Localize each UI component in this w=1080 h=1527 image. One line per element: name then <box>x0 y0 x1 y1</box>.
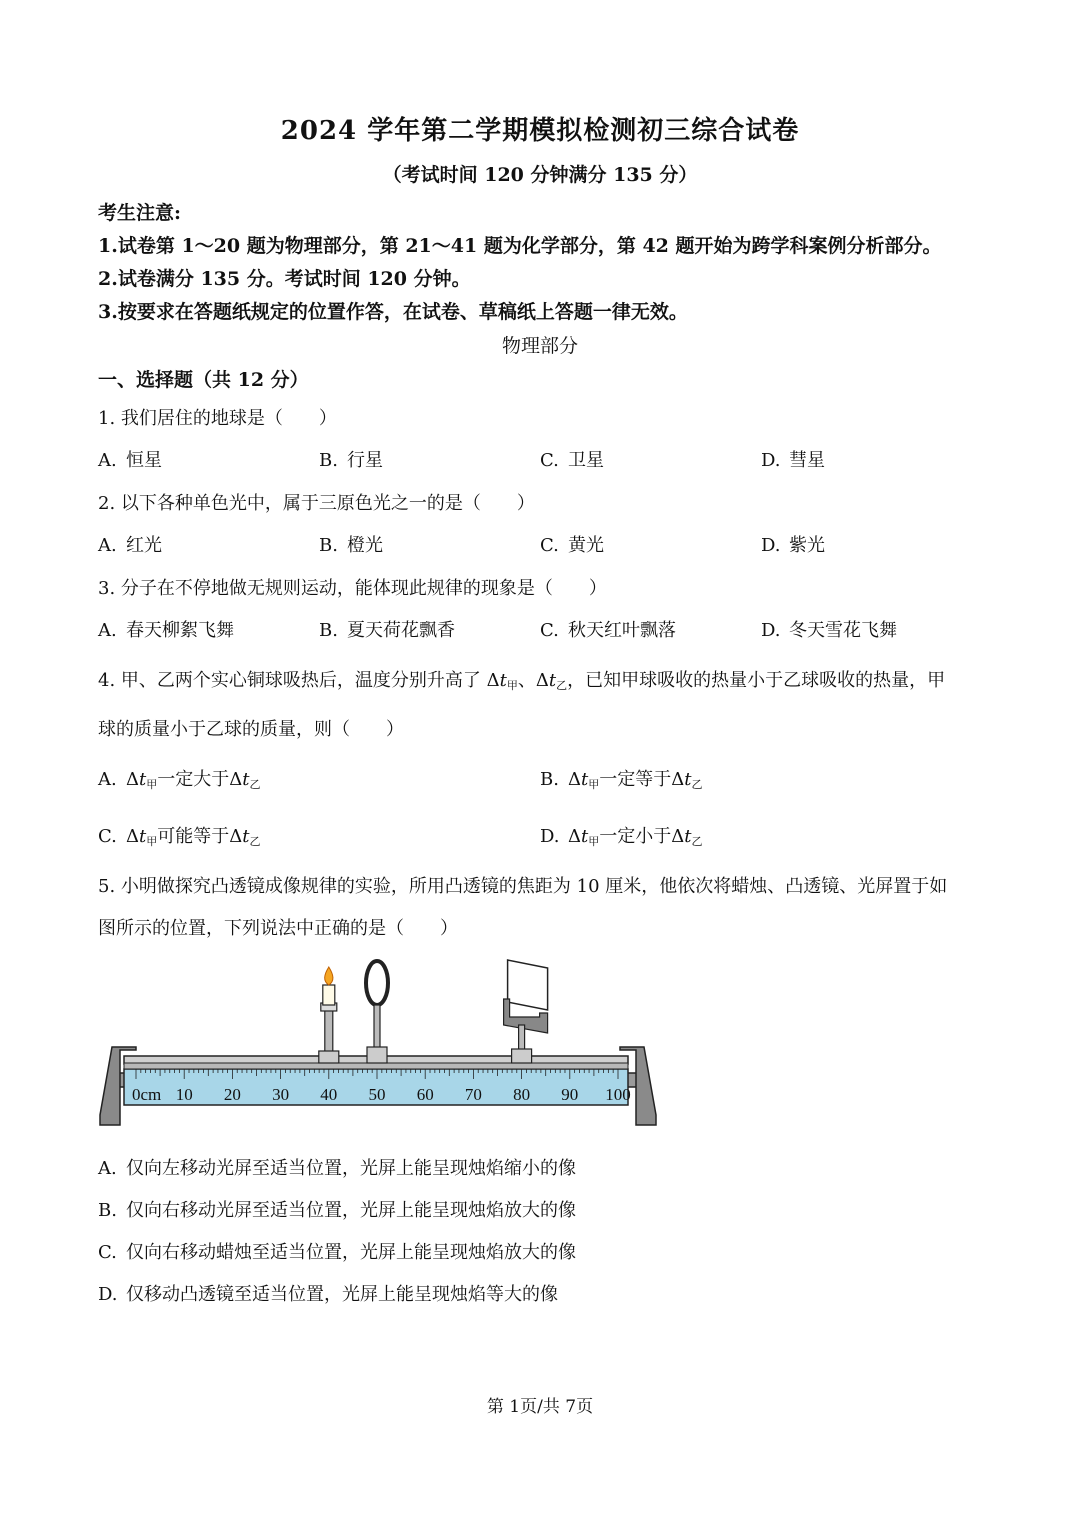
optical-bench-figure <box>98 955 658 1135</box>
candle-body <box>323 985 335 1005</box>
q4-option-b <box>540 765 702 792</box>
delta-symbol: Δ <box>535 670 549 691</box>
ruler-tick-label: 10 <box>175 1085 193 1104</box>
notice-heading: 考生注意: <box>98 202 182 224</box>
ruler-tick-label: 100 <box>605 1085 631 1104</box>
lens-holder <box>366 961 388 1063</box>
notice-item-3: 3.按要求在答题纸规定的位置作答，在试卷、草稿纸上答题一律无效。 <box>98 301 688 323</box>
delta-symbol: Δ <box>671 769 685 790</box>
candle-post <box>325 1005 333 1057</box>
q4-option-a <box>98 765 260 792</box>
subscript-yi: 乙 <box>249 778 261 791</box>
convex-lens <box>366 961 388 1005</box>
option-label: B. <box>319 620 338 641</box>
option-label: A. <box>98 450 117 471</box>
subscript-jia: 甲 <box>506 679 518 692</box>
ruler-tick-label: 20 <box>223 1085 241 1104</box>
q2-option-c <box>540 531 604 557</box>
option-label: C. <box>540 535 559 556</box>
option-label: A. <box>98 769 117 790</box>
option-text: 可能等于 <box>157 826 230 847</box>
option-label: D. <box>761 450 781 471</box>
delta-symbol: Δ <box>568 769 581 790</box>
option-text: 恒星 <box>126 450 162 471</box>
option-label: D. <box>761 535 781 556</box>
notice-item-2: 2.试卷满分 135 分。考试时间 120 分钟。 <box>98 268 471 290</box>
exam-subtitle: （考试时间 120 分钟满分 135 分） <box>382 164 698 186</box>
q3-option-b <box>319 616 455 642</box>
screen-post <box>519 1025 525 1051</box>
t-variable: t <box>548 670 557 691</box>
subscript-jia: 甲 <box>146 835 158 848</box>
ruler-tick-label: 0cm <box>132 1085 162 1104</box>
option-text: 一定等于 <box>599 769 672 790</box>
option-text: 秋天红叶飘落 <box>568 620 676 641</box>
subscript-yi: 乙 <box>249 835 261 848</box>
delta-symbol: Δ <box>229 769 243 790</box>
q3-option-d <box>761 616 897 642</box>
q4-text-b: ，已知甲球吸收的热量小于乙球吸收的热量，甲 <box>567 670 946 691</box>
lens-slider <box>367 1047 387 1063</box>
option-label: A. <box>98 1158 117 1179</box>
rail-rod-bottom <box>124 1063 628 1069</box>
q4-option-d <box>540 822 702 849</box>
question-4-line-1 <box>98 666 945 693</box>
part-title: 物理部分 <box>501 335 578 357</box>
delta-symbol: Δ <box>568 826 581 847</box>
option-label: C. <box>98 1242 117 1263</box>
option-text: 仅向左移动光屏至适当位置，光屏上能呈现烛焰缩小的像 <box>126 1158 576 1179</box>
ruler-tick-label: 70 <box>464 1085 482 1104</box>
subscript-jia: 甲 <box>146 778 158 791</box>
flame-icon <box>325 967 333 985</box>
subscript-jia: 甲 <box>588 778 600 791</box>
option-label: C. <box>540 450 559 471</box>
q5-option-a <box>98 1154 576 1180</box>
q4-sep: 、 <box>517 670 536 691</box>
option-label: A. <box>98 535 117 556</box>
option-label: B. <box>540 769 559 790</box>
ruler-tick-label: 50 <box>368 1085 386 1104</box>
t-variable: t <box>242 826 250 847</box>
ruler-tick-label: 60 <box>416 1085 434 1104</box>
screen-holder <box>504 960 548 1063</box>
page-footer: 第 1页/共 7页 <box>486 1397 594 1417</box>
subscript-yi: 乙 <box>691 835 703 848</box>
t-variable: t <box>139 769 147 790</box>
t-variable: t <box>684 769 692 790</box>
delta-symbol: Δ <box>229 826 243 847</box>
question-2-stem: 2. 以下各种单色光中，属于三原色光之一的是（ ） <box>98 493 535 514</box>
q3-option-a <box>98 616 234 642</box>
ruler-tick-label: 30 <box>272 1085 290 1104</box>
q5-option-d <box>98 1280 558 1306</box>
t-variable: t <box>684 826 692 847</box>
section-title: 一、选择题（共 12 分） <box>98 369 309 391</box>
q2-option-b <box>319 531 383 557</box>
q2-option-d <box>761 531 825 557</box>
t-variable: t <box>139 826 147 847</box>
option-text: 红光 <box>126 535 162 556</box>
ruler-tick-label: 90 <box>561 1085 579 1104</box>
delta-symbol: Δ <box>126 826 139 847</box>
option-text: 冬天雪花飞舞 <box>789 620 897 641</box>
option-label: C. <box>540 620 559 641</box>
t-variable: t <box>581 769 589 790</box>
t-variable: t <box>242 769 250 790</box>
subscript-yi: 乙 <box>556 679 568 692</box>
subscript-yi: 乙 <box>691 778 703 791</box>
q1-option-a <box>98 446 162 472</box>
option-label: C. <box>98 826 117 847</box>
q5-option-c <box>98 1238 576 1264</box>
option-text: 紫光 <box>789 535 825 556</box>
q1-option-b <box>319 446 383 472</box>
ruler-tick-label: 40 <box>320 1085 338 1104</box>
ruler-tick-label: 80 <box>513 1085 531 1104</box>
option-text: 卫星 <box>568 450 604 471</box>
subscript-jia: 甲 <box>588 835 600 848</box>
option-text: 春天柳絮飞舞 <box>126 620 234 641</box>
option-label: B. <box>319 450 338 471</box>
question-5-line-2: 图所示的位置，下列说法中正确的是（ ） <box>98 918 458 939</box>
exam-title: 2024 学年第二学期模拟检测初三综合试卷 <box>280 116 800 146</box>
question-1-stem: 1. 我们居住的地球是（ ） <box>98 408 337 429</box>
option-label: D. <box>540 826 560 847</box>
q3-option-c <box>540 616 676 642</box>
option-label: B. <box>98 1200 117 1221</box>
option-text: 夏天荷花飘香 <box>347 620 455 641</box>
delta-symbol: Δ <box>126 769 139 790</box>
q4-option-c <box>98 822 260 849</box>
lens-post <box>374 1005 380 1049</box>
option-label: D. <box>761 620 781 641</box>
question-4-line-2: 球的质量小于乙球的质量，则（ ） <box>98 719 404 740</box>
t-variable: t <box>581 826 589 847</box>
option-text: 一定小于 <box>599 826 672 847</box>
option-text: 仅向右移动光屏至适当位置，光屏上能呈现烛焰放大的像 <box>126 1200 576 1221</box>
option-text: 一定大于 <box>157 769 230 790</box>
q4-text-a: 4. 甲、乙两个实心铜球吸热后，温度分别升高了 <box>98 670 487 691</box>
option-label: B. <box>319 535 338 556</box>
delta-symbol: Δ <box>671 826 685 847</box>
t-variable: t <box>499 670 507 691</box>
option-label: D. <box>98 1284 118 1305</box>
candle-slider <box>319 1051 339 1063</box>
q1-option-c <box>540 446 604 472</box>
option-text: 橙光 <box>347 535 383 556</box>
delta-symbol: Δ <box>486 670 500 691</box>
candle-holder <box>319 967 339 1063</box>
question-3-stem: 3. 分子在不停地做无规则运动，能体现此规律的现象是（ ） <box>98 578 607 599</box>
option-text: 彗星 <box>789 450 825 471</box>
option-text: 仅移动凸透镜至适当位置，光屏上能呈现烛焰等大的像 <box>126 1284 558 1305</box>
q1-option-d <box>761 446 825 472</box>
notice-item-1: 1.试卷第 1～20 题为物理部分，第 21～41 题为化学部分，第 42 题开始为跨学科案例分析部分。 <box>98 235 942 257</box>
q5-option-b <box>98 1196 576 1222</box>
light-screen <box>508 960 548 1010</box>
option-label: A. <box>98 620 117 641</box>
q2-option-a <box>98 531 162 557</box>
option-text: 仅向右移动蜡烛至适当位置，光屏上能呈现烛焰放大的像 <box>126 1242 576 1263</box>
question-5-line-1: 5. 小明做探究凸透镜成像规律的实验，所用凸透镜的焦距为 10 厘米，他依次将蜡烛、凸透镜、光屏置于如 <box>98 876 948 897</box>
screen-slider <box>512 1049 532 1063</box>
option-text: 行星 <box>347 450 383 471</box>
option-text: 黄光 <box>568 535 604 556</box>
